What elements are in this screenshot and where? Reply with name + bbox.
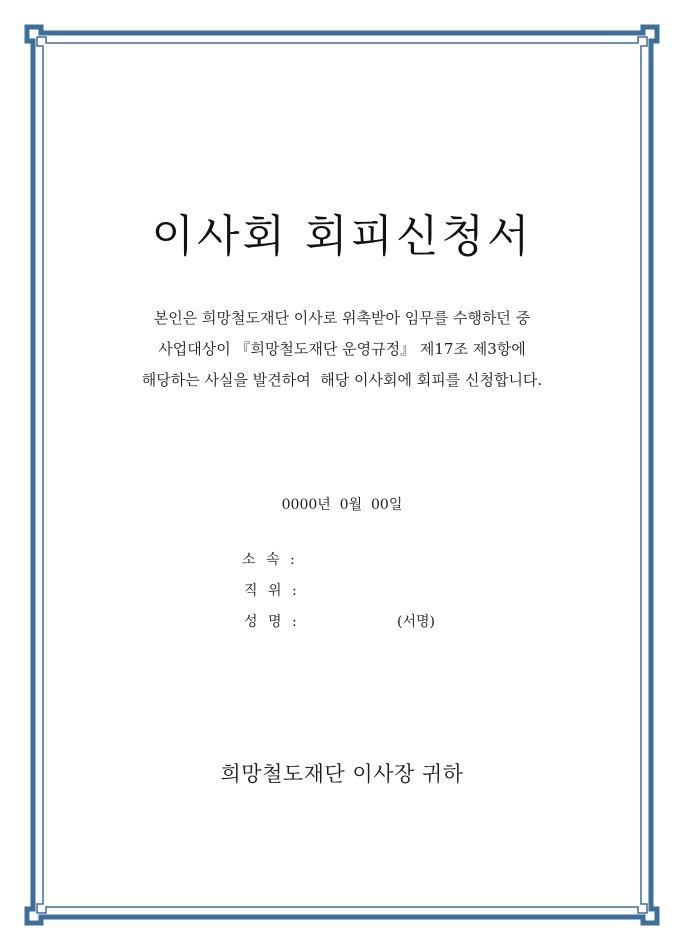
signature-placeholder: (서명)	[397, 614, 435, 630]
declaration-paragraph	[0, 303, 684, 396]
position-label: 직 위 :	[244, 583, 300, 599]
date-line: 0000년 0월 00일	[281, 497, 403, 513]
affiliation-label: 소 속 :	[242, 552, 298, 568]
recipient-line: 희망철도재단 이사장 귀하	[220, 762, 464, 786]
paragraph-line-3: 해당하는 사실을 발견하여 해당 이사회에 회피를 신청합니다.	[141, 371, 543, 389]
paragraph-line-2: 사업대상이 『희망철도재단 운영규정』 제17조 제3항에	[158, 340, 526, 358]
name-label: 성 명 :	[244, 614, 300, 630]
document-title: 이사회 회피신청서	[151, 211, 533, 262]
paragraph-line-1: 본인은 희망철도재단 이사로 위촉받아 임무를 수행하던 중	[153, 309, 531, 327]
